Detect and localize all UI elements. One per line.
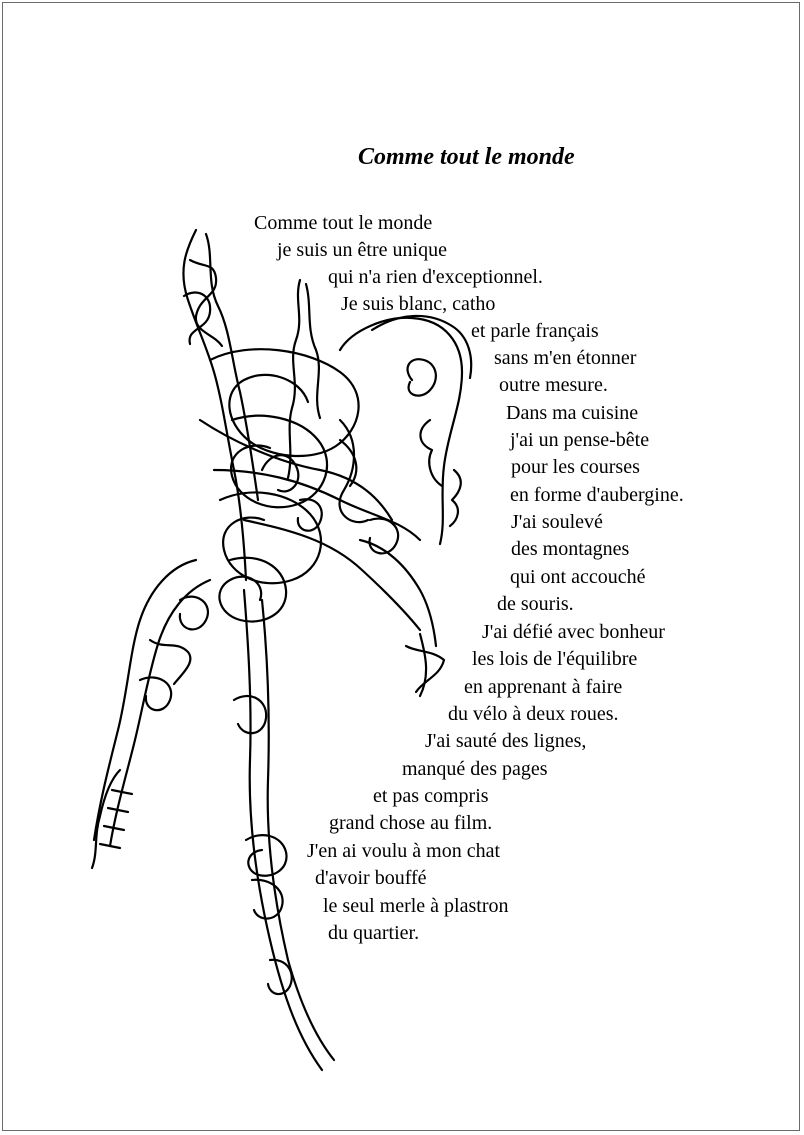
poem-title: Comme tout le monde <box>358 144 575 170</box>
poem-line: et parle français <box>471 320 599 342</box>
poem-line: J'ai défié avec bonheur <box>482 621 665 643</box>
poem-line: Je suis blanc, catho <box>341 293 496 315</box>
poem-line: qui n'a rien d'exceptionnel. <box>328 266 543 288</box>
poem-line: du quartier. <box>328 922 420 944</box>
poem-line: j'ai un pense-bête <box>510 429 650 451</box>
poem-line: en forme d'aubergine. <box>510 484 684 506</box>
poem-line: pour les courses <box>511 456 640 478</box>
poem-line: le seul merle à plastron <box>323 895 509 917</box>
poem-line: Comme tout le monde <box>254 212 433 234</box>
poem-line: manqué des pages <box>402 758 548 780</box>
poem-line: sans m'en étonner <box>494 347 637 369</box>
poem-line: du vélo à deux roues. <box>448 703 619 725</box>
poem-line: les lois de l'équilibre <box>472 648 638 670</box>
poem-line: je suis un être unique <box>277 239 447 261</box>
poem-line: grand chose au film. <box>329 812 493 834</box>
poem-line: et pas compris <box>373 785 489 807</box>
poem-line: en apprenant à faire <box>464 676 623 698</box>
poem-line: de souris. <box>497 593 574 615</box>
poem-line: d'avoir bouffé <box>315 867 427 889</box>
poem-line: J'ai sauté des lignes, <box>425 730 587 752</box>
poem-line: Dans ma cuisine <box>506 402 639 424</box>
poem-line: des montagnes <box>511 538 630 560</box>
poem-line: outre mesure. <box>499 374 608 396</box>
poem-line: J'ai soulevé <box>511 511 603 533</box>
poem-line: qui ont accouché <box>510 566 646 588</box>
poem-line: J'en ai voulu à mon chat <box>307 840 500 862</box>
